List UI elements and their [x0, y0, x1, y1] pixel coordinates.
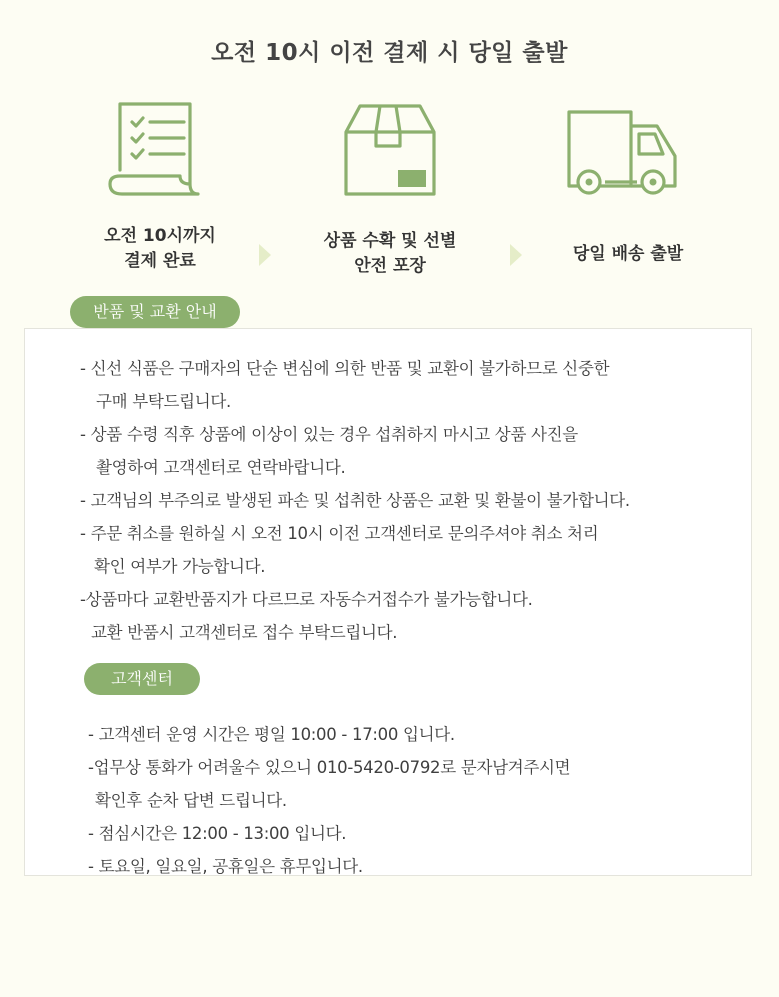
service-heading-badge: 고객센터: [84, 663, 200, 695]
returns-line: 촬영하여 고객센터로 연락바랍니다.: [96, 458, 346, 477]
service-line: - 토요일, 일요일, 공휴일은 휴무입니다.: [88, 857, 363, 876]
step-1-label: [80, 224, 240, 274]
arrow-right-icon: [259, 244, 271, 266]
step-2-line-2: 안전 포장: [354, 256, 426, 276]
delivery-truck-icon: [563, 108, 681, 200]
service-line: 확인후 순차 답변 드립니다.: [95, 791, 287, 810]
returns-line: - 신선 식품은 구매자의 단순 변심에 의한 반품 및 교환이 불가하므로 신중한: [80, 359, 610, 378]
returns-line: -상품마다 교환반품지가 다르므로 자동수거접수가 불가능합니다.: [80, 590, 533, 609]
returns-line: - 상품 수령 직후 상품에 이상이 있는 경우 섭취하지 마시고 상품 사진을: [80, 425, 578, 444]
returns-line: - 고객님의 부주의로 발생된 파손 및 섭취한 상품은 교환 및 환불이 불가합니다.: [80, 491, 630, 510]
returns-line: 구매 부탁드립니다.: [96, 392, 232, 411]
step-3-label: [548, 242, 708, 267]
step-1-line-2: 결제 완료: [124, 251, 196, 271]
arrow-right-icon: [510, 244, 522, 266]
service-line: -업무상 통화가 어려울수 있으니 010-5420-0792로 문자남겨주시면: [88, 758, 571, 777]
step-2-line-1: 상품 수확 및 선별: [323, 231, 457, 251]
returns-line: 확인 여부가 가능합니다.: [94, 557, 266, 576]
checklist-receipt-icon: [104, 100, 204, 198]
returns-line: - 주문 취소를 원하실 시 오전 10시 이전 고객센터로 문의주셔야 취소 처리: [80, 524, 599, 543]
step-3-line-1: 당일 배송 출발: [572, 244, 684, 264]
step-1-line-1: 오전 10시까지: [104, 226, 216, 246]
returns-line: 교환 반품시 고객센터로 접수 부탁드립니다.: [91, 623, 398, 642]
page-title: 오전 10시 이전 결제 시 당일 출발: [211, 40, 568, 66]
step-2-label: [300, 229, 480, 279]
service-line: - 점심시간은 12:00 - 13:00 입니다.: [88, 824, 347, 843]
returns-heading-badge: 반품 및 교환 안내: [70, 296, 240, 328]
package-box-icon: [342, 102, 438, 198]
service-line: - 고객센터 운영 시간은 평일 10:00 - 17:00 입니다.: [88, 725, 455, 744]
